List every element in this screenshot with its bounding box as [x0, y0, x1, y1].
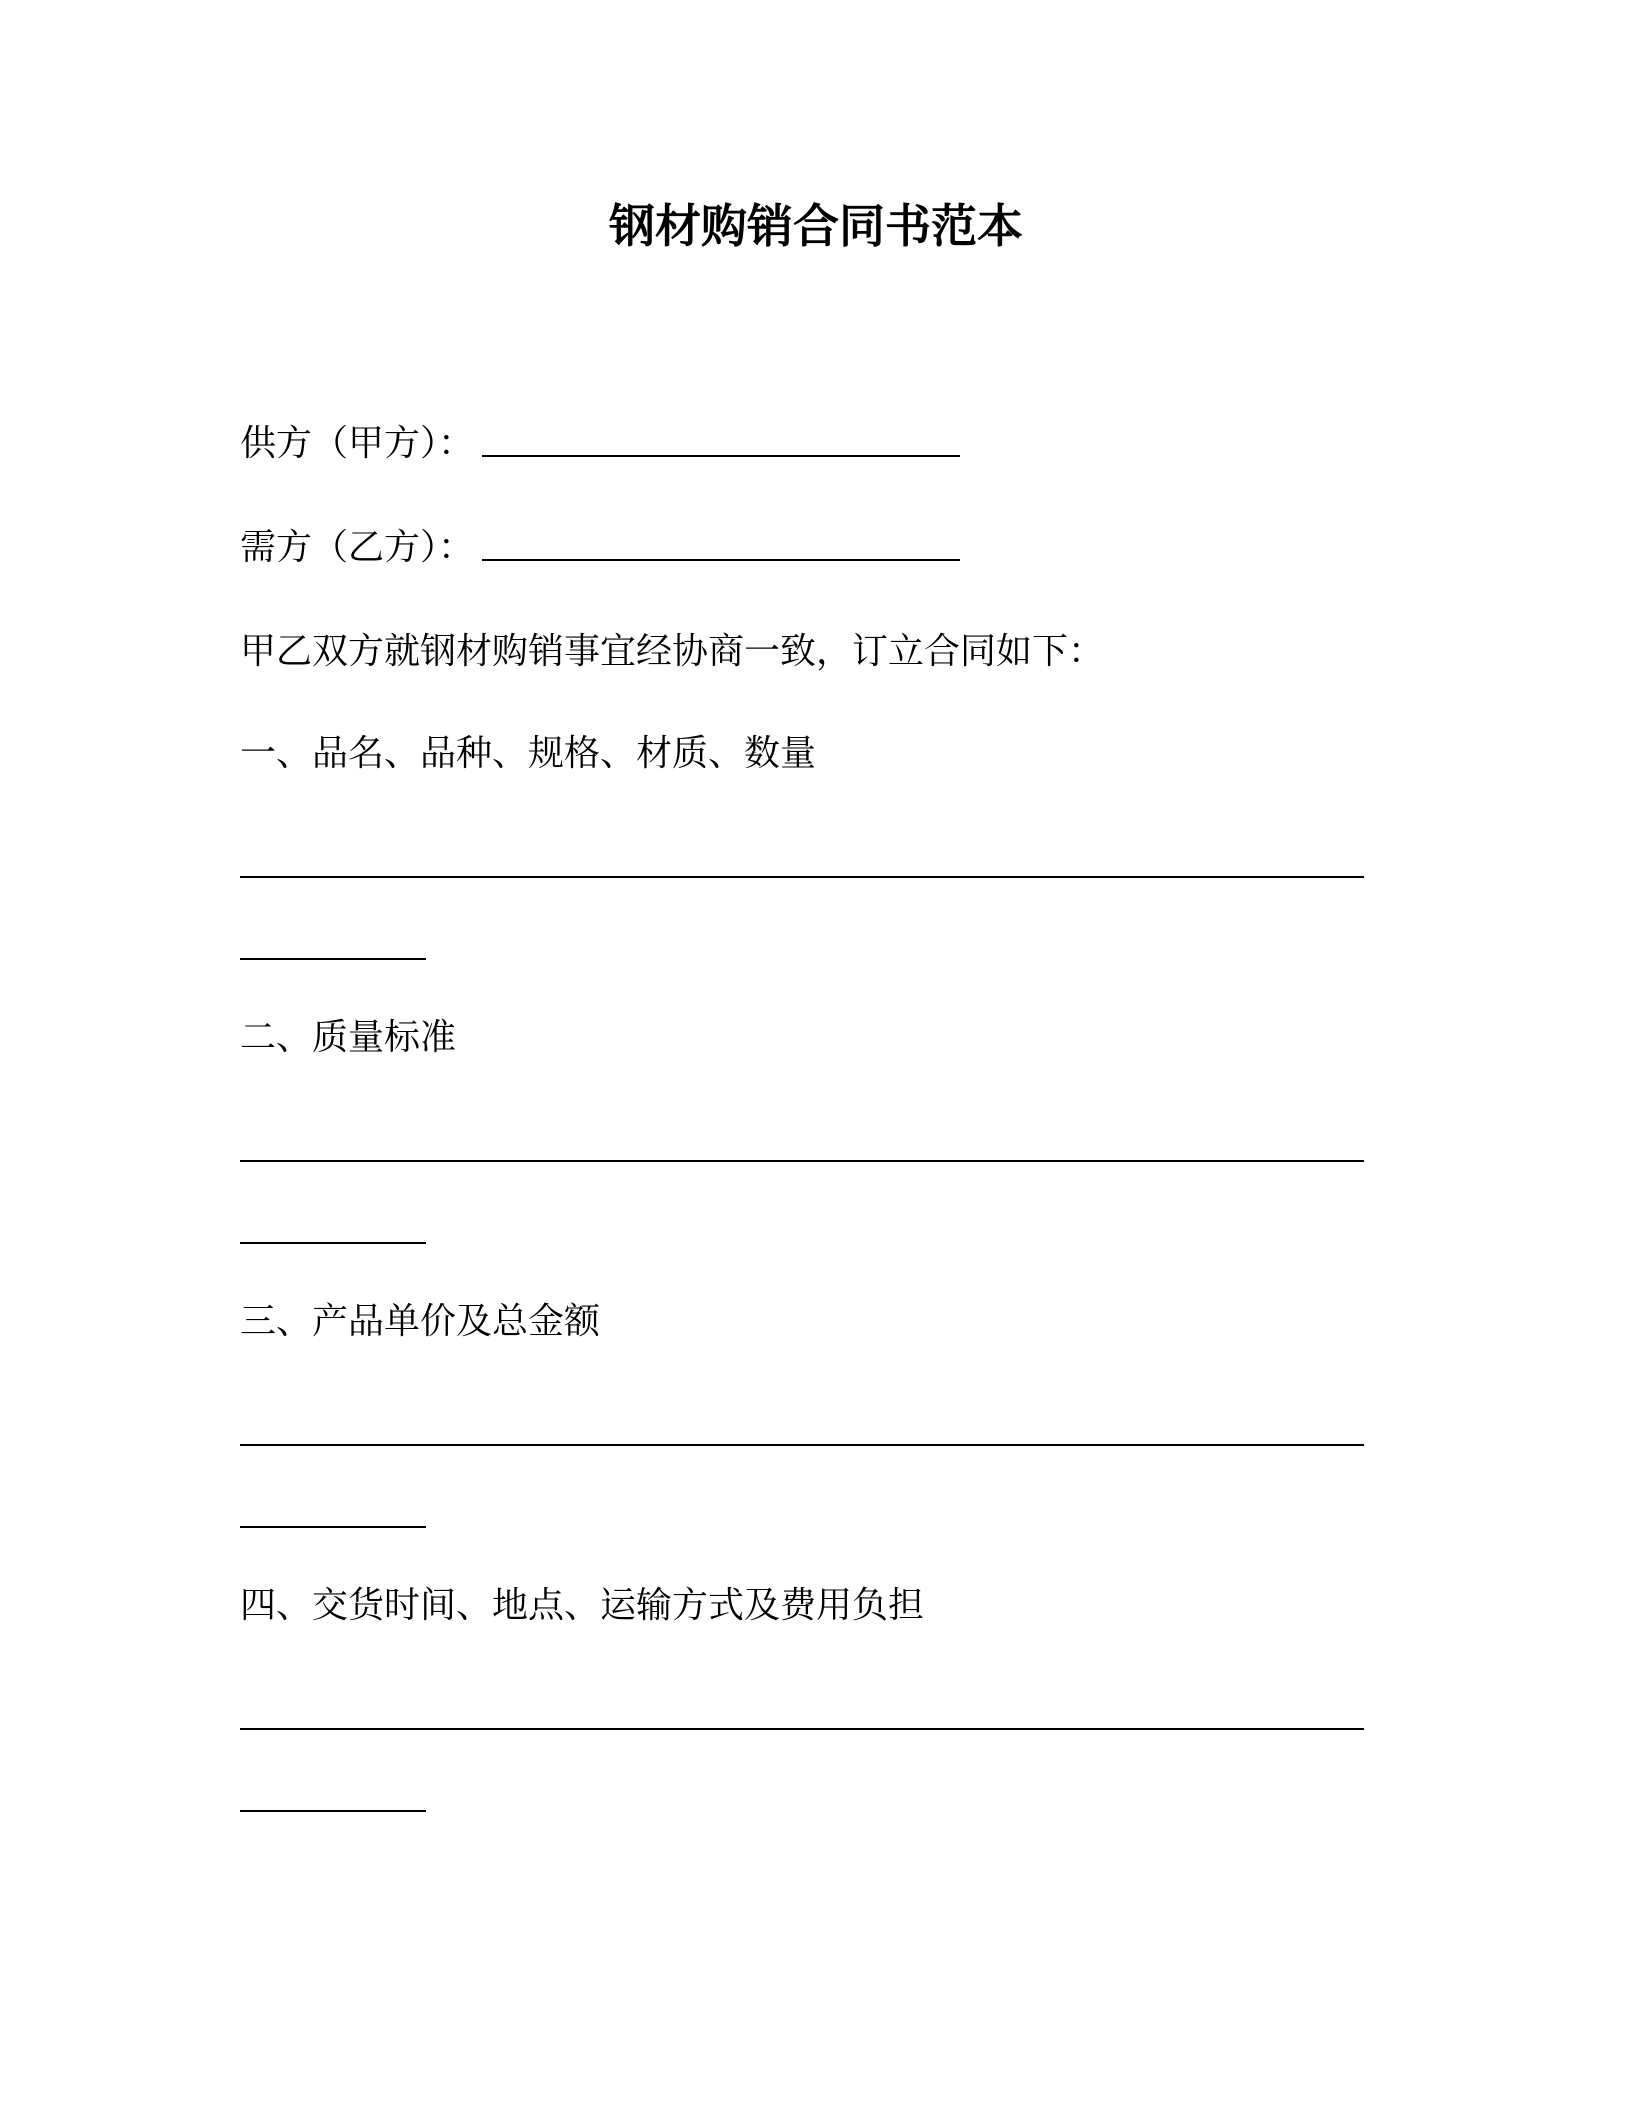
section-heading-3: 三、产品单价及总金额	[240, 1301, 601, 1342]
section-1-fill-line-tail[interactable]	[240, 958, 426, 960]
section-heading-4: 四、交货时间、地点、运输方式及费用负担	[240, 1585, 925, 1626]
section-2-fill-line[interactable]	[240, 1160, 1364, 1162]
supplier-label: 供方（甲方）：	[240, 423, 475, 464]
section-1-fill-line[interactable]	[240, 876, 1364, 878]
supplier-field-row	[240, 420, 960, 468]
supplier-blank-line[interactable]	[482, 455, 960, 457]
section-4-fill-line[interactable]	[240, 1728, 1364, 1730]
buyer-blank-line[interactable]	[482, 559, 960, 561]
section-3-fill-line[interactable]	[240, 1444, 1364, 1446]
section-3-fill-line-tail[interactable]	[240, 1526, 426, 1528]
section-4-fill-line-tail[interactable]	[240, 1810, 426, 1812]
section-2-fill-line-tail[interactable]	[240, 1242, 426, 1244]
buyer-label: 需方（乙方）：	[240, 527, 475, 568]
intro-text: 甲乙双方就钢材购销事宜经协商一致，订立合同如下：	[240, 631, 1105, 672]
section-heading-2: 二、质量标准	[240, 1017, 457, 1058]
section-heading-1: 一、品名、品种、规格、材质、数量	[240, 733, 817, 774]
document-title: 钢材购销合同书范本	[609, 199, 1023, 253]
buyer-field-row	[240, 524, 960, 572]
